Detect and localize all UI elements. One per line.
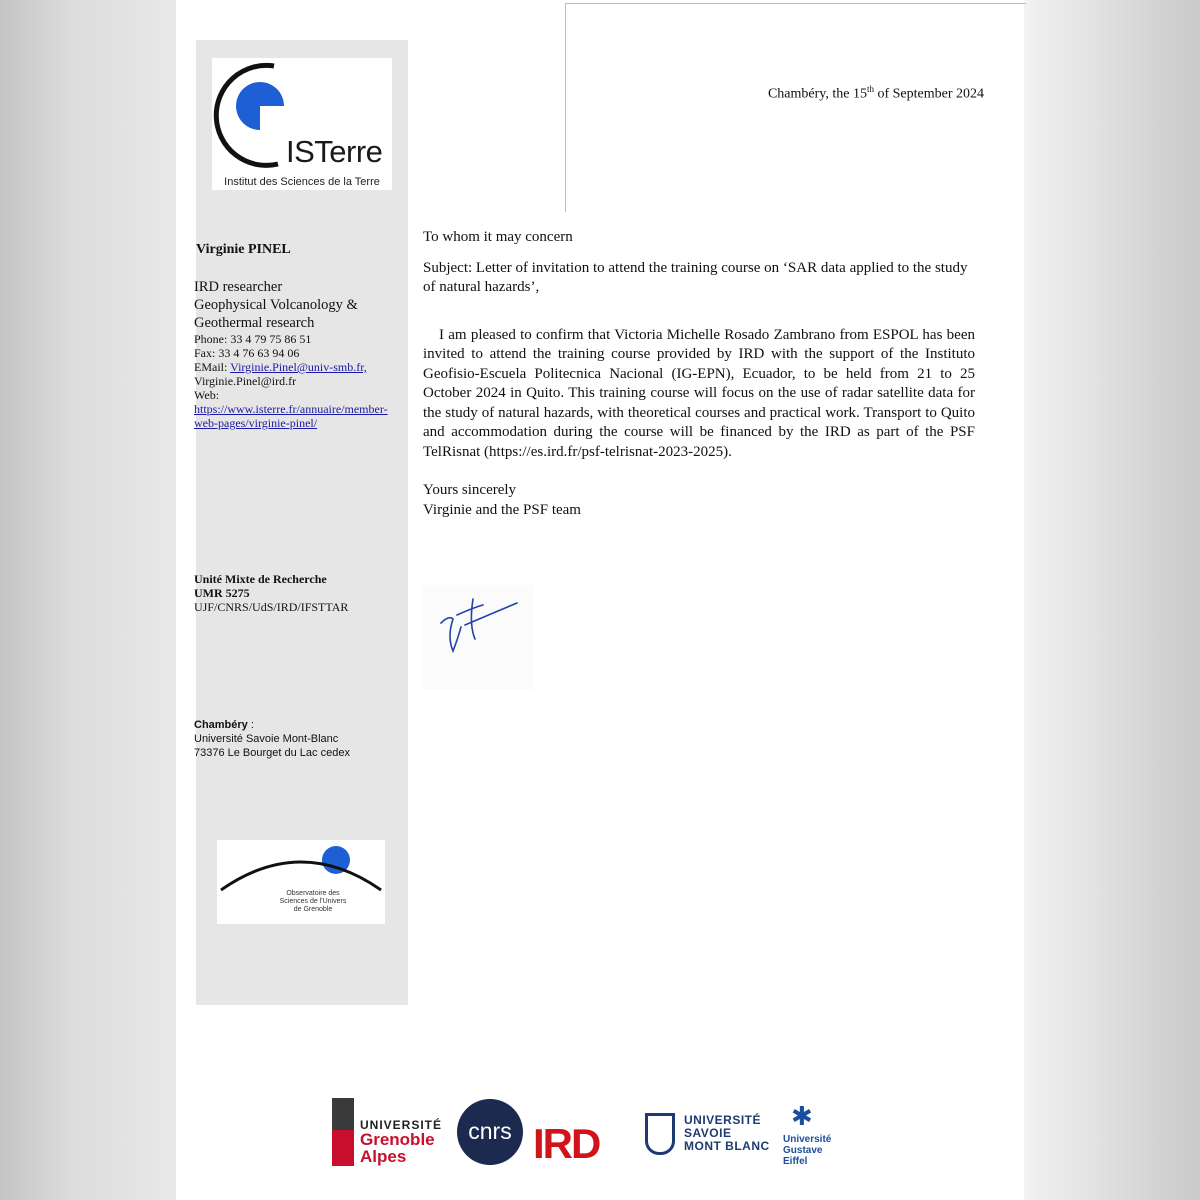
sender-phone: Phone: 33 4 79 75 86 51 bbox=[194, 332, 312, 346]
web-link[interactable]: https://www.isterre.fr/annuaire/member- bbox=[194, 402, 388, 416]
ugef-logo: ✱ Université Gustave Eiffel bbox=[783, 1101, 832, 1167]
sender-contact bbox=[194, 332, 388, 430]
isterre-logo bbox=[212, 58, 392, 190]
role-line: IRD researcher bbox=[194, 279, 283, 295]
date-frame bbox=[565, 3, 1026, 212]
background-right bbox=[1024, 0, 1200, 1200]
signature-scribble bbox=[423, 585, 533, 690]
isterre-logo-word: ISTerre bbox=[286, 134, 383, 169]
letter-body bbox=[423, 228, 975, 520]
address-line: 73376 Le Bourget du Lac cedex bbox=[194, 747, 350, 759]
shield-icon bbox=[645, 1113, 675, 1155]
star-icon: ✱ bbox=[791, 1101, 813, 1131]
osug-caption: Observatoire des Sciences de l'Univers de Grenoble bbox=[279, 890, 347, 913]
salutation: To whom it may concern bbox=[423, 229, 573, 245]
unit-code: UMR 5275 bbox=[194, 586, 250, 600]
main-paragraph: I am pleased to confirm that Victoria Michelle Rosado Zambrano from ESPOL has been invited to attend the training course provided by IRD with the support of the Instituto Geofisio-Escuela Politecnica Nacional (IG-EPN), Ecuador, to be held from 21 to 25 October 2024 in Quito. This training course will focus on the use of radar satellite data for the study of natural hazards, with theoretical courses and practical work. Transport to Quito and accommodation during the course will be financed by the IRD as part of the PSF TelRisnat (https://es.ird.fr/psf-telrisnat-2023-2025). bbox=[423, 326, 975, 460]
email-ird: Virginie.Pinel@ird.fr bbox=[194, 374, 297, 388]
web-label: Web: bbox=[194, 388, 220, 402]
unit-partners: UJF/CNRS/UdS/IRD/IFSTTAR bbox=[194, 600, 349, 614]
sender-name: Virginie PINEL bbox=[196, 242, 291, 257]
email-label: EMail: bbox=[194, 360, 231, 374]
handwritten-signature bbox=[423, 585, 533, 690]
email-link-univ[interactable]: Virginie.Pinel@univ-smb.fr, bbox=[230, 360, 367, 374]
role-line: Geothermal research bbox=[194, 315, 315, 331]
osug-logo bbox=[217, 840, 385, 924]
closing: Yours sincerely bbox=[423, 482, 517, 498]
address-city: Chambéry bbox=[194, 719, 248, 731]
sender-fax: Fax: 33 4 76 63 94 06 bbox=[194, 346, 300, 360]
background-left bbox=[0, 0, 178, 1200]
research-unit bbox=[194, 572, 348, 614]
uga-logo: UNIVERSITÉ Grenoble Alpes bbox=[332, 1098, 444, 1168]
cnrs-logo: cnrs bbox=[457, 1099, 523, 1165]
sender-role bbox=[194, 278, 358, 332]
sender-email-row bbox=[194, 360, 388, 374]
signoff: Virginie and the PSF team bbox=[423, 501, 581, 518]
postal-address: Chambéry : Université Savoie Mont-Blanc 73376 Le Bourget du Lac cedex bbox=[194, 719, 350, 759]
usmb-logo: UNIVERSITÉ SAVOIE MONT BLANC bbox=[645, 1113, 775, 1163]
isterre-logo-caption: Institut des Sciences de la Terre bbox=[224, 176, 380, 188]
address-line: Université Savoie Mont-Blanc bbox=[194, 733, 339, 745]
subject-line: Subject: Letter of invitation to attend the training course on ‘SAR data applied to the study of natural hazards’, bbox=[423, 259, 968, 295]
letter-date: Chambéry, the 15th of September 2024 bbox=[767, 84, 984, 102]
role-line: Geophysical Volcanology & bbox=[194, 297, 358, 313]
unit-name: Unité Mixte de Recherche bbox=[194, 572, 327, 586]
web-link-cont[interactable]: web-pages/virginie-pinel/ bbox=[194, 416, 318, 430]
ird-logo: IRD bbox=[533, 1120, 600, 1167]
